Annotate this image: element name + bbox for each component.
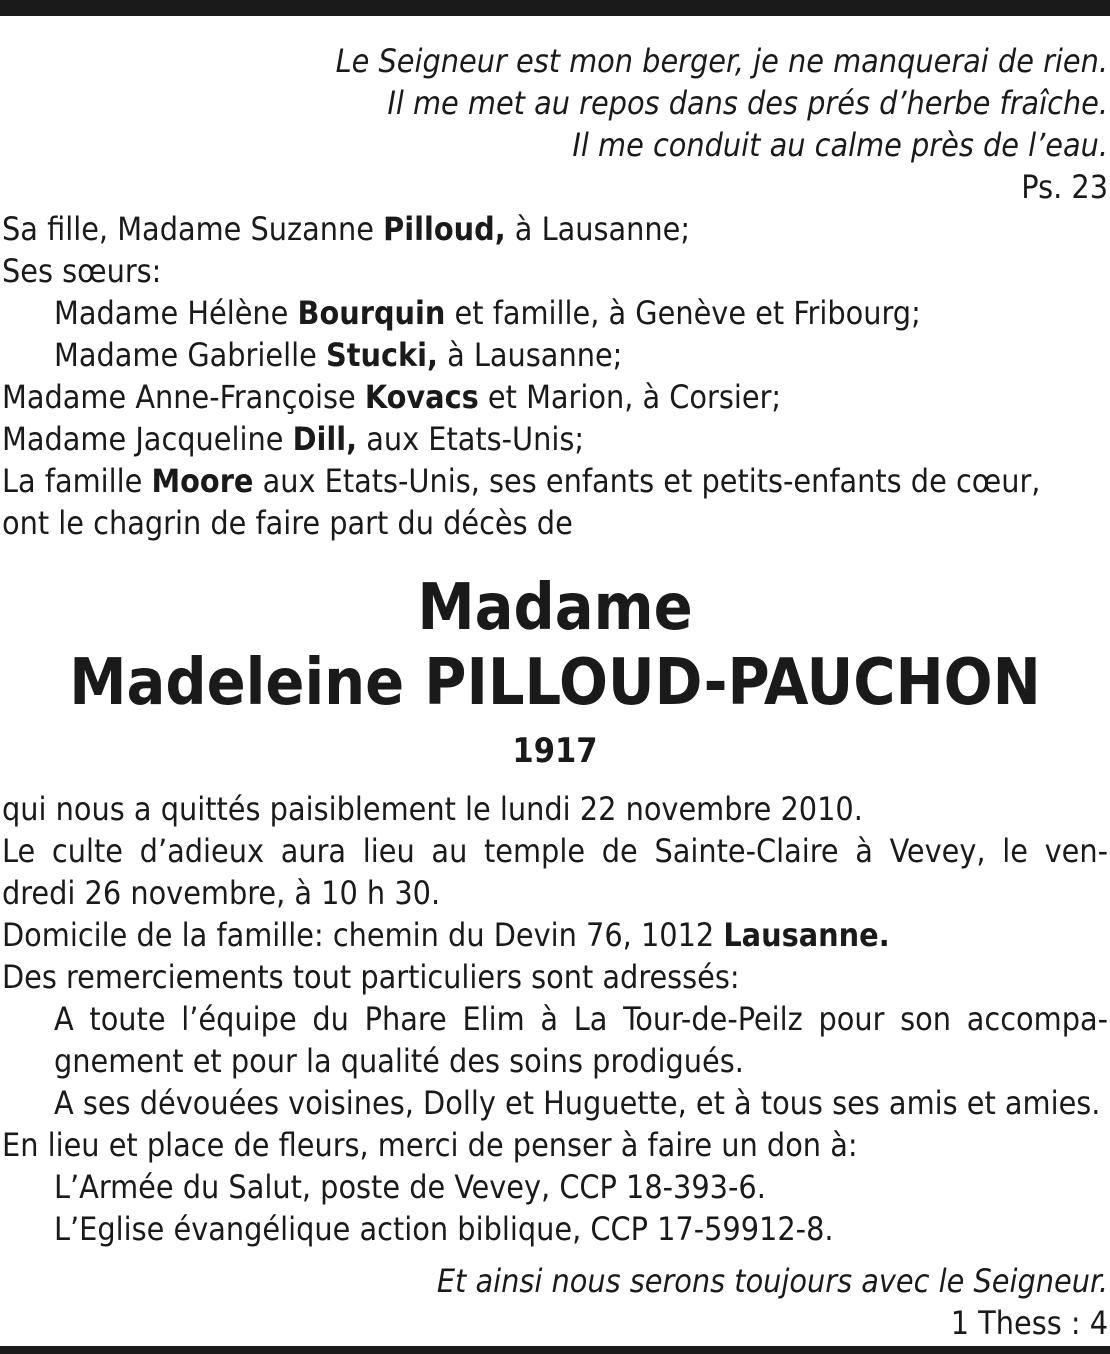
epigraph-line: Il me met au repos dans des prés d’herbe fraîche. [387,84,1108,122]
closing-reference: 1 Thess : 4 [950,1304,1108,1342]
epigraph-reference: Ps. 23 [1021,168,1108,206]
passing-text: qui nous a quittés paisiblement le lundi 22 novembre 2010. [2,790,863,828]
birth-year: 1917 [512,731,598,771]
deceased-title: Madame [417,571,693,645]
family-name: Moore [151,462,254,500]
domicile-city: Lausanne. [723,916,890,954]
family-name: Stucki, [325,336,438,374]
family-relative: La famille Moore aux Etats-Unis, ses enfants et petits-enfants de cœur, [2,462,1041,500]
family-name: Bourquin [297,294,446,332]
thanks-item: gnement et pour la qualité des soins prodigués. [54,1042,744,1080]
family-relative: Madame Jacqueline Dill, aux Etats-Unis; [2,420,585,458]
deceased-name: Madeleine PILLOUD-PAUCHON [69,646,1041,720]
family-daughter: Sa fille, Madame Suzanne Pilloud, à Lausanne; [2,210,691,248]
domicile-text: Domicile de la famille: chemin du Devin 76, 1012 Lausanne. [2,916,890,954]
thanks-item: A toute l’équipe du Phare Elim à La Tour-de-Peilz pour son accompa- [54,1000,1108,1038]
bottom-rule [0,1346,1110,1354]
epigraph-line: Le Seigneur est mon berger, je ne manquerai de rien. [335,42,1108,80]
donation-item: L’Eglise évangélique action biblique, CCP 17-59912-8. [54,1210,834,1248]
service-text: Le culte d’adieux aura lieu au temple de Sainte-Claire à Vevey, le ven- [2,832,1108,870]
donation-item: L’Armée du Salut, poste de Vevey, CCP 18-393-6. [54,1168,766,1206]
closing-verse [2,1260,1108,1344]
family-list [2,208,1108,544]
deceased-heading [2,570,1108,778]
sisters-label: Ses sœurs: [2,252,162,290]
service-text: dredi 26 novembre, à 10 h 30. [2,874,441,912]
family-sister: Madame Gabrielle Stucki, à Lausanne; [54,336,623,374]
family-name: Kovacs [364,378,479,416]
epigraph [2,40,1108,208]
epigraph-line: Il me conduit au calme près de l’eau. [572,126,1108,164]
notice-details [2,788,1108,1250]
thanks-item: A ses dévouées voisines, Dolly et Huguette, et à tous ses amis et amies. [54,1084,1101,1122]
donation-label: En lieu et place de fleurs, merci de penser à faire un don à: [2,1126,858,1164]
closing-verse-text: Et ainsi nous serons toujours avec le Seigneur. [436,1262,1108,1300]
family-relative: Madame Anne-Françoise Kovacs et Marion, à Corsier; [2,378,782,416]
family-sister: Madame Hélène Bourquin et famille, à Genève et Fribourg; [54,294,921,332]
family-name: Dill, [292,420,358,458]
top-rule [0,0,1110,16]
thanks-label: Des remerciements tout particuliers sont adressés: [2,958,740,996]
announcement-text: ont le chagrin de faire part du décès de [2,504,573,542]
family-name: Pilloud, [383,210,506,248]
obituary-notice [2,40,1108,1344]
